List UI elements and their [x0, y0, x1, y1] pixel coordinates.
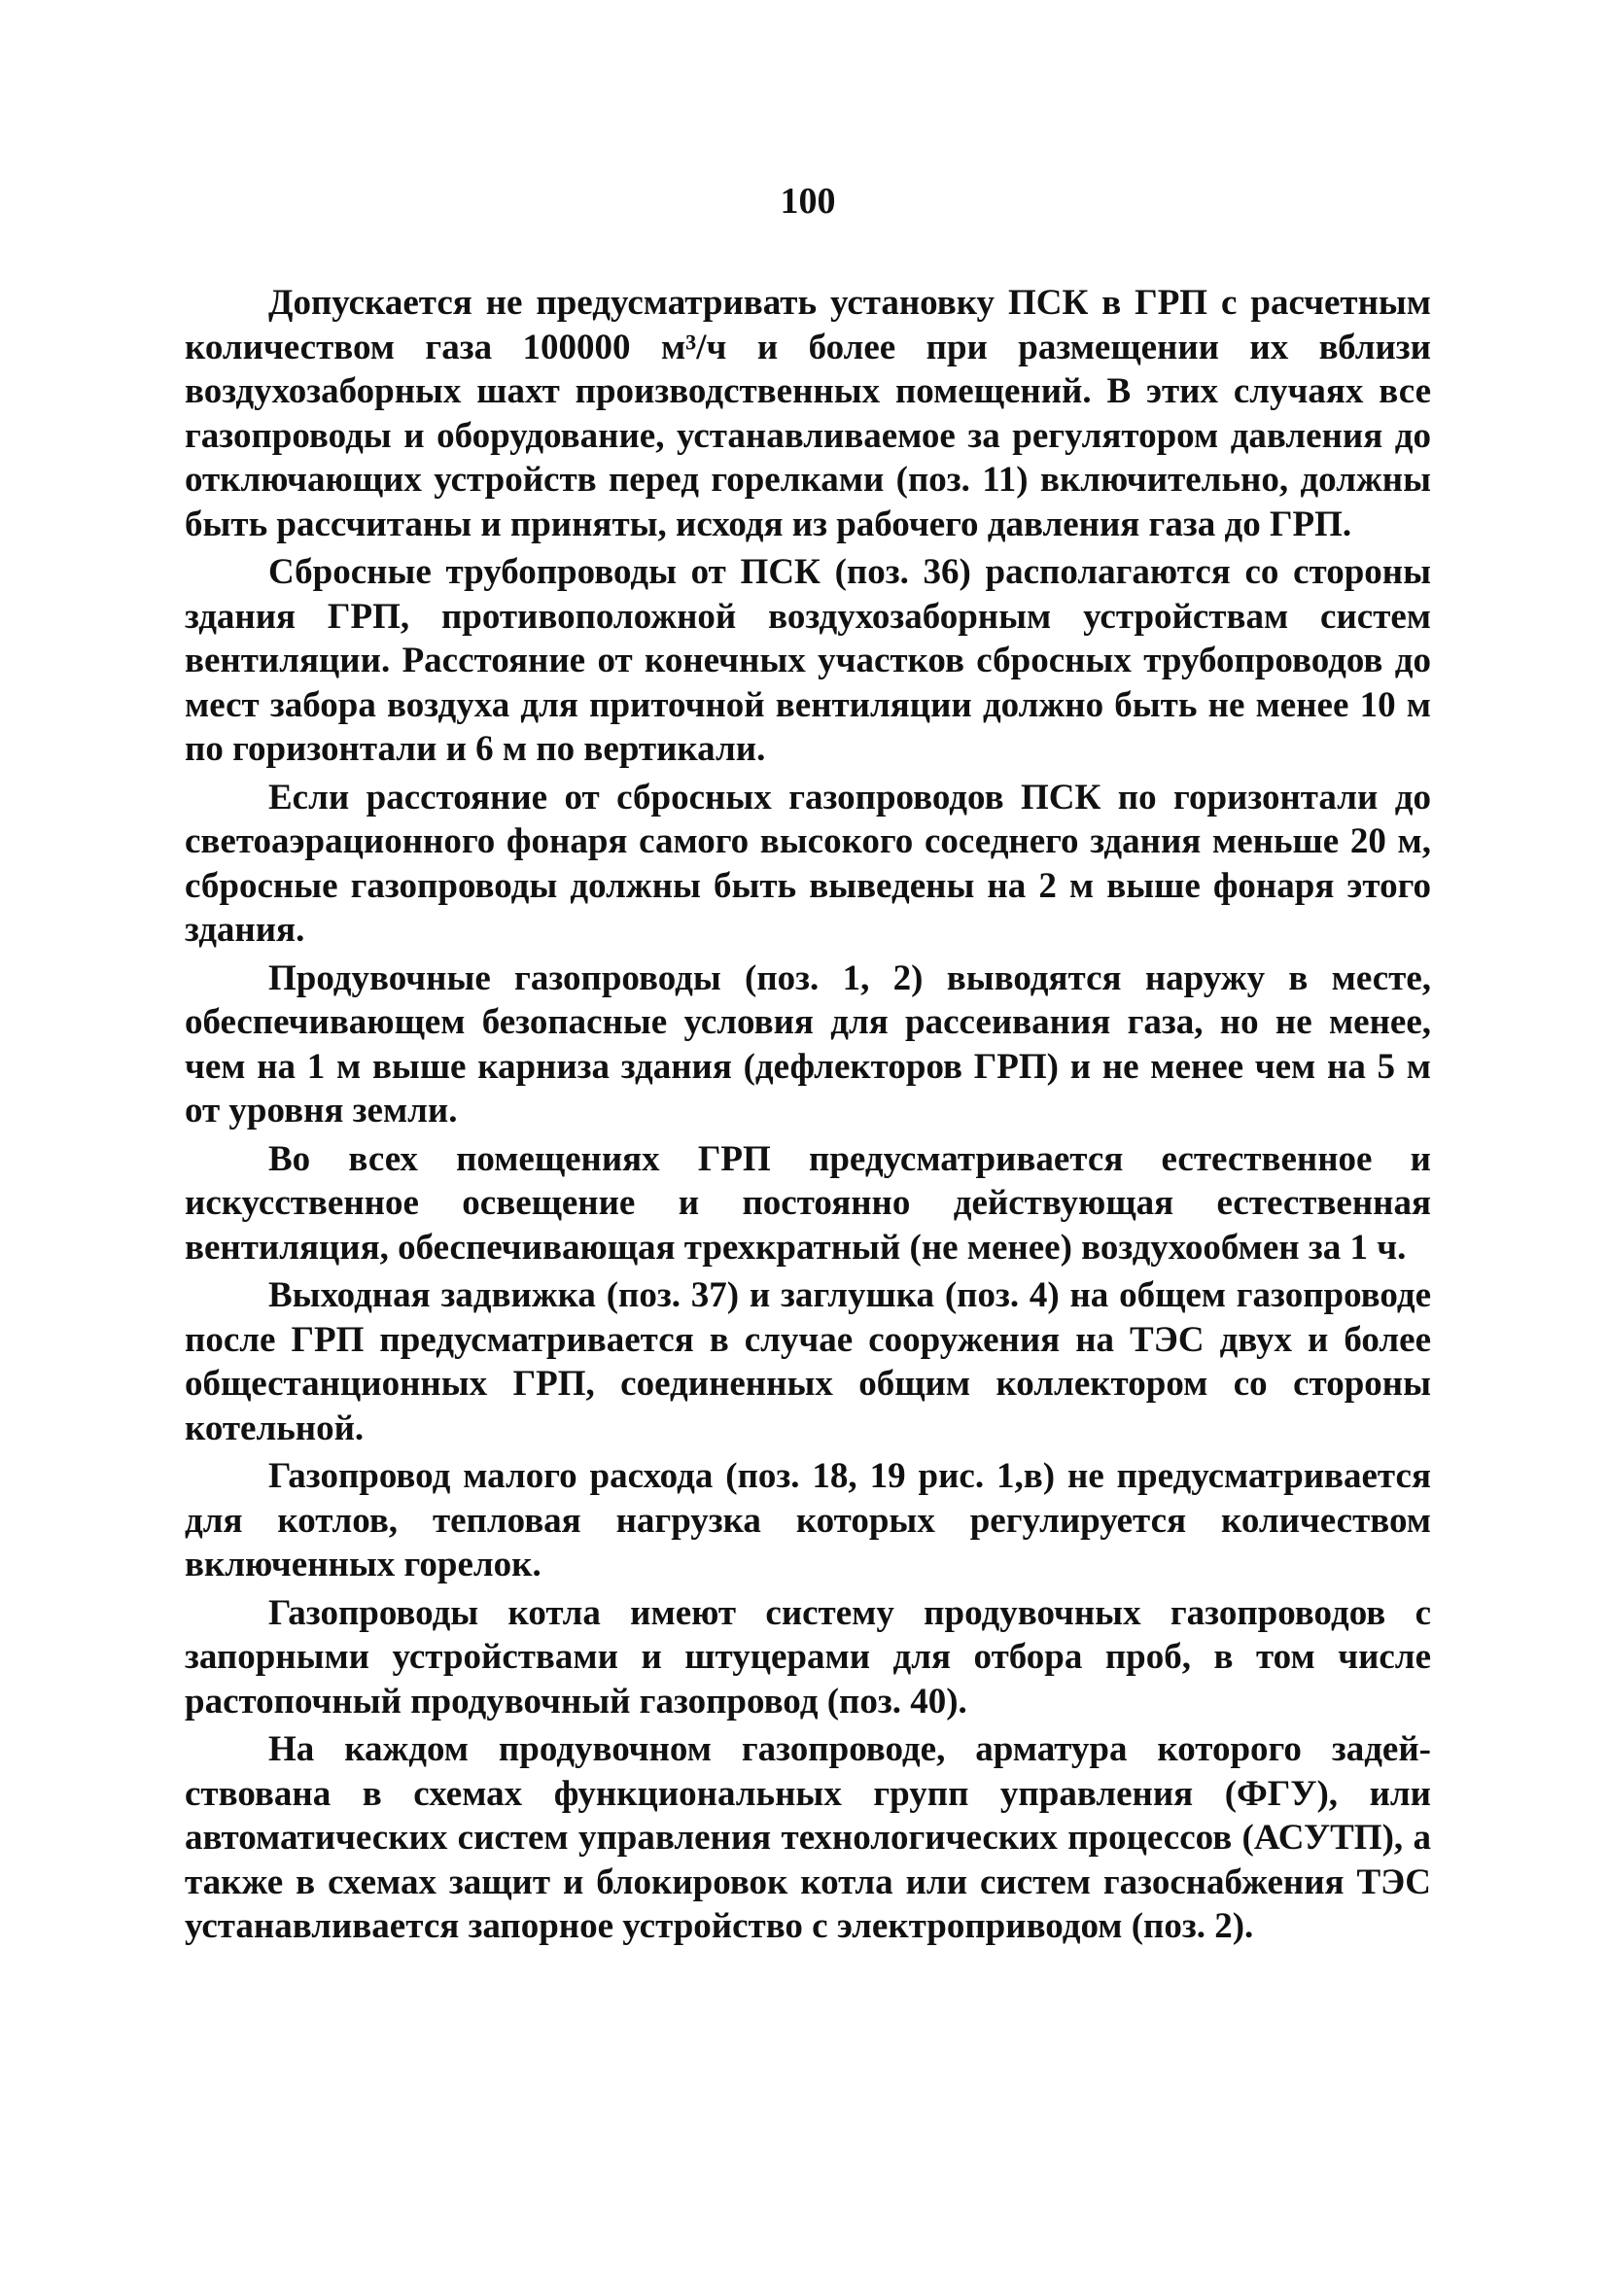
paragraph-lighting-ventilation: Во всех помещениях ГРП предусматривается естественное и искусственное освещение и постоянно действующая естественная вентиляция, обеспечивающая трехкратный (не менее) воздухообмен за 1 ч. [185, 1138, 1431, 1268]
page-number: 100 [780, 181, 836, 222]
paragraph-purge-pipelines: Продувочные газопроводы (поз. 1, 2) выводятся наружу в месте, обеспечивающем безопасные условия для рассеивания газа, но не менее, чем на 1 м выше карниза здания (дефлекторов ГРП) и не менее чем на 5 м от уровня земли. [185, 957, 1431, 1131]
document-page [185, 180, 1431, 1953]
paragraph-electric-valve: На каждом продувочном газопроводе, арматура которого задействована в схемах функциональных групп управления (ФГУ), или автоматических систем управления технологических процессов (АСУТП), а также в схемах защит и блокировок котла или систем газоснабжения ТЭС устанавливается запорное устройство с электроприводом (поз. 2). [185, 1729, 1431, 1946]
paragraph-low-flow-pipeline: Газопровод малого расхода (поз. 18, 19 рис. 1,в) не предусматривается для котлов, тепловая нагрузка которых регулируется количеством включенных горелок. [185, 1456, 1431, 1584]
paragraph-relief-distance: Если расстояние от сбросных газопроводов ПСК по горизонтали до светоаэрационного фонаря самого высокого соседнего здания меньше 20 м, сбросные газопроводы должны быть выведены на 2 м выше фонаря этого здания. [185, 777, 1431, 950]
paragraph-psk-installation: Допускается не предусматривать установку ПСК в ГРП с расчетным количеством газа 100000 м³/ч и более при размещении их вблизи воздухозаборных шахт производственных помещений. В этих случаях все газопроводы и оборудование, устанавливаемое за регулятором давления до отключающих устройств перед горелками (поз. 11) включительно, должны быть рассчитаны и приняты, исходя из рабочего давления газа до ГРП. [185, 283, 1431, 544]
paragraph-outlet-valve: Выходная задвижка (поз. 37) и заглушка (поз. 4) на общем газопроводе после ГРП предусматривается в случае сооружения на ТЭС двух и более общестанционных ГРП, соединенных общим коллектором со стороны котельной. [185, 1275, 1431, 1448]
paragraph-relief-pipelines: Сбросные трубопроводы от ПСК (поз. 36) располагаются со стороны здания ГРП, противоположной воздухозаборным устройствам систем вентиляции. Расстояние от конечных участков сбросных трубопроводов до мест забора воздуха для приточной вентиляции должно быть не менее 10 м по горизонтали и 6 м по вертикали. [185, 552, 1431, 769]
paragraph-boiler-purge-system: Газопроводы котла имеют систему продувочных газопроводов с запорными устройствами и штуцерами для отбора проб, в том числе растопочный продувочный газопровод (поз. 40). [185, 1592, 1431, 1722]
